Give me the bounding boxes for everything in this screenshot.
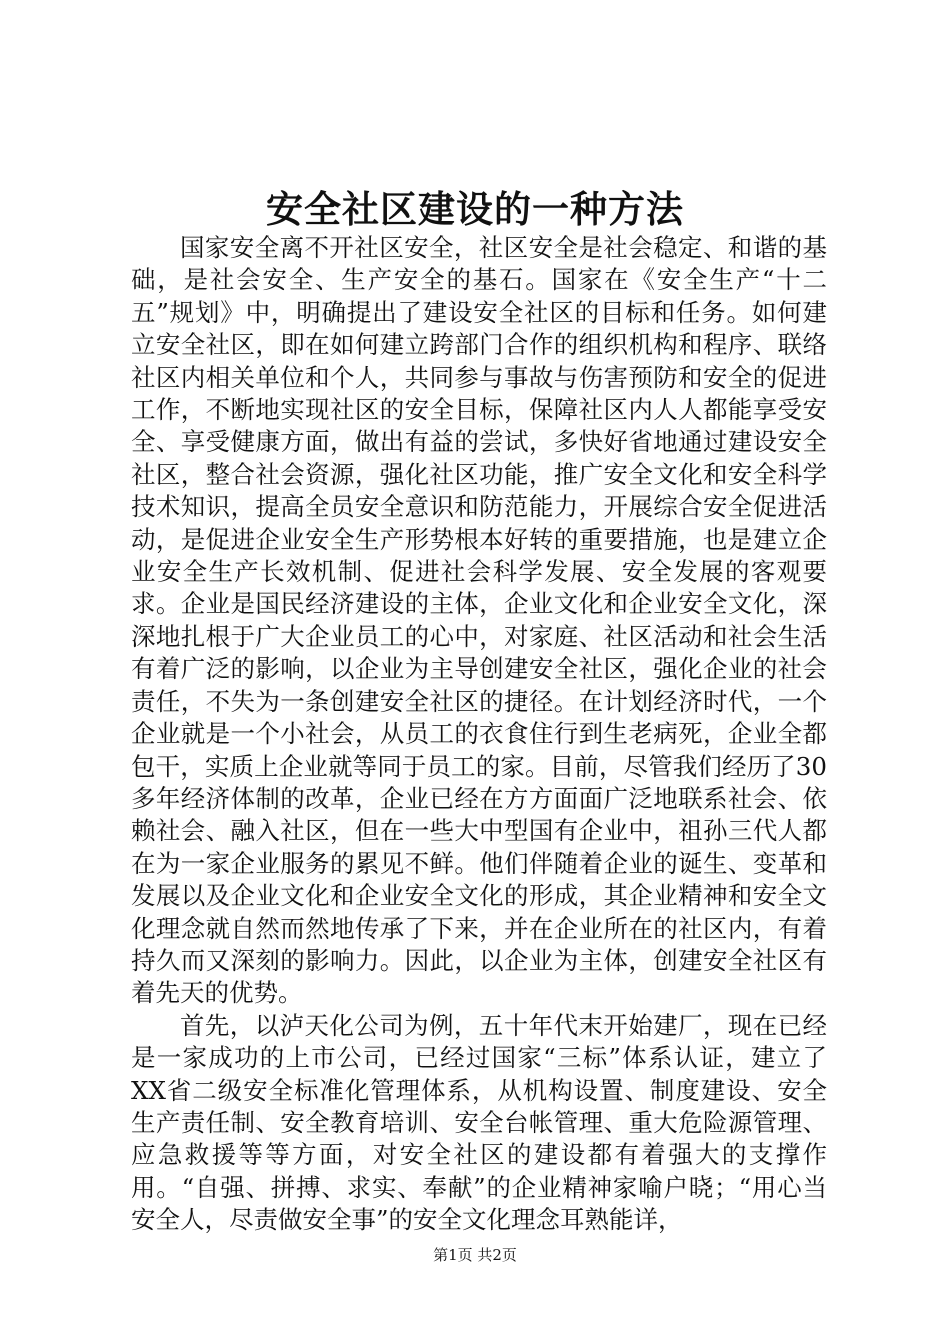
document-title: 安全社区建设的一种方法 [266, 187, 684, 231]
paragraph: 国家安全离不开社区安全，社区安全是社会稳定、和谐的基础，是社会安全、生产安全的基石。国家在《安全生产“十二五”规划》中，明确提出了建设安全社区的目标和任务。如何建立安全社区，即在如何建立跨部门合作的组织机构和程序、联络社区内相关单位和个人，共同参与事故与伤害预防和安全的促进工作，不断地实现社区的安全目标，保障社区内人人都能享受安全、享受健康方面，做出有益的尝试，多快好省地通过建设安全社区，整合社会资源，强化社区功能，推广安全文化和安全科学技术知识，提高全员安全意识和防范能力，开展综合安全促进活动，是促进企业安全生产形势根本好转的重要措施，也是建立企业安全生产长效机制、促进社会科学发展、安全发展的客观要求。企业是国民经济建设的主体，企业文化和企业安全文化，深深地扎根于广大企业员工的心中，对家庭、社区活动和社会生活有着广泛的影响，以企业为主导创建安全社区，强化企业的社会责任，不失为一条创建安全社区的捷径。在计划经济时代，一个企业就是一个小社会，从员工的衣食住行到生老病死，企业全都包干，实质上企业就等同于员工的家。目前，尽管我们经历了30多年经济体制的改革，企业已经在方方面面广泛地联系社会、依赖社会、融入社区，但在一些大中型国有企业中，祖孙三代人都在为一家企业服务的累见不鲜。他们伴随着企业的诞生、变革和发展以及企业文化和企业安全文化的形成，其企业精神和安全文化理念就自然而然地传承了下来，并在企业所在的社区内，有着持久而又深刻的影响力。因此，以企业为主体，创建安全社区有着先天的优势。 [131, 233, 827, 1008]
paragraph: 首先，以泸天化公司为例，五十年代末开始建厂，现在已经是一家成功的上市公司，已经过国家“三标”体系认证，建立了XX省二级安全标准化管理体系，从机构设置、制度建设、安全生产责任制、安全教育培训、安全台帐管理、重大危险源管理、应急救援等等方面，对安全社区的建设都有着强大的支撑作用。“自强、拼搏、求实、奉献”的企业精神家喻户晓；“用心当安全人，尽责做安全事”的安全文化理念耳熟能详， [131, 1010, 827, 1235]
page-footer: 第1页 共2页 [433, 1246, 517, 1264]
document-body [131, 232, 827, 1237]
